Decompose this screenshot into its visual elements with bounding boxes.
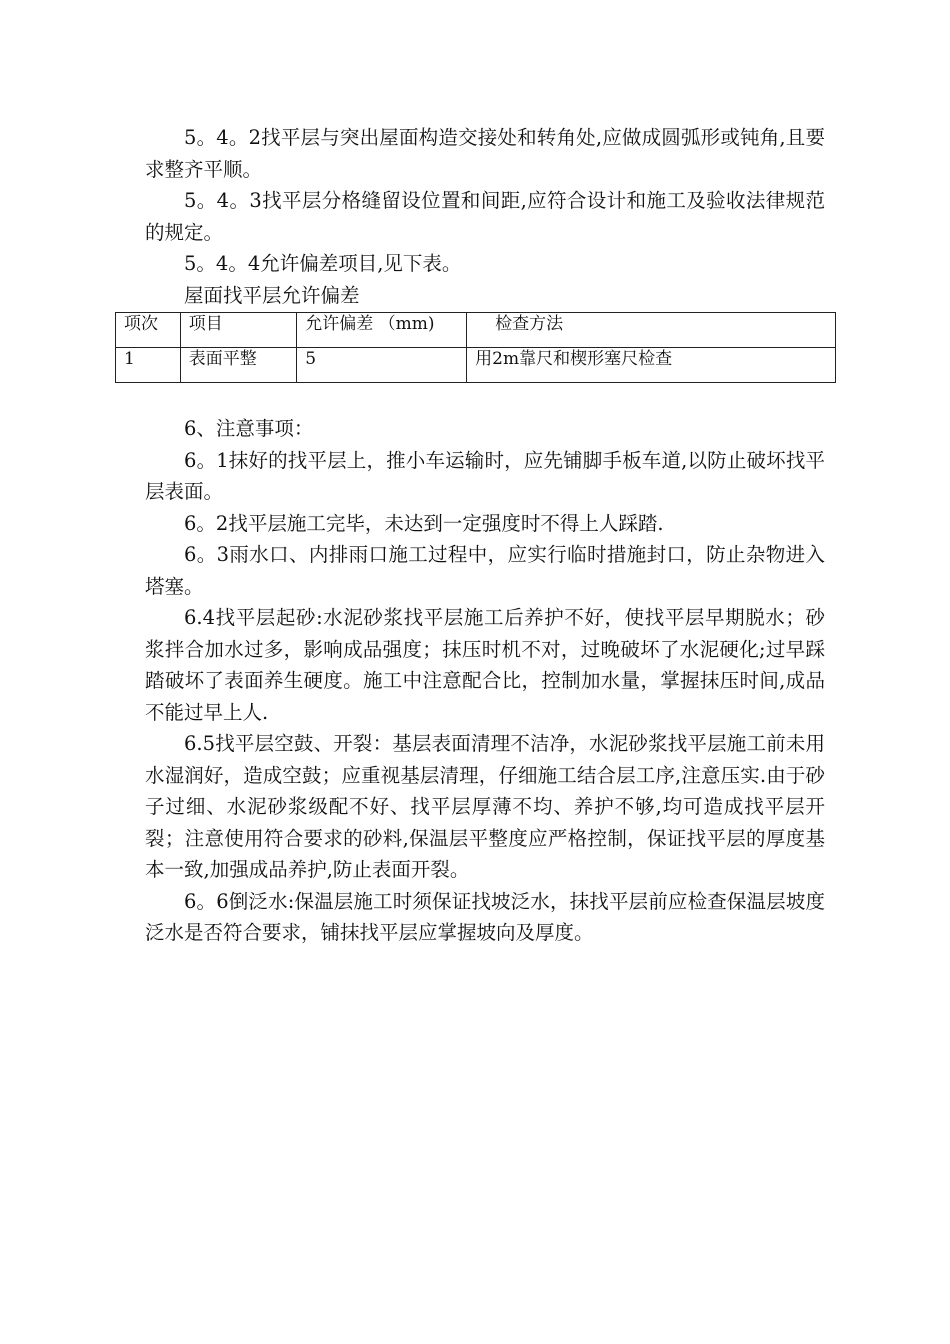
note-6-6: 6。6倒泛水:保温层施工时须保证找坡泛水，抹找平层前应检查保温层坡度泛水是否符合要求，铺抹找平层应掌握坡向及厚度。	[145, 889, 825, 944]
table-header-cell: 项次	[116, 313, 181, 348]
paragraph-5-4-4: 5。4。4允许偏差项目,见下表。	[184, 252, 462, 275]
deviation-table	[115, 312, 836, 383]
table-cell: 用2m靠尺和楔形塞尺检查	[467, 348, 836, 383]
table-header-row	[116, 313, 836, 348]
paragraph-5-4-3: 5。4。3找平层分格缝留设位置和间距,应符合设计和施工及验收法律规范的规定。	[145, 189, 825, 244]
paragraph-5-4-2: 5。4。2找平层与突出屋面构造交接处和转角处,应做成圆弧形或钝角,且要求整齐平顺。	[145, 126, 825, 181]
table-header-cell: 检查方法	[467, 313, 836, 348]
section-6-block	[145, 413, 825, 949]
note-6-1: 6。1抹好的找平层上，推小车运输时，应先铺脚手板车道,以防止破坏找平层表面。	[145, 448, 825, 503]
table-header-cell: 允许偏差 （mm)	[297, 313, 467, 348]
note-6-2: 6。2找平层施工完毕，未达到一定强度时不得上人踩踏.	[184, 511, 664, 535]
section-5-block	[145, 122, 825, 311]
table-row	[116, 348, 836, 383]
note-6-4: 6.4找平层起砂:水泥砂浆找平层施工后养护不好，使找平层早期脱水；砂浆拌合加水过多，影响成品强度；抹压时机不对，过晚破坏了水泥硬化;过早踩踏破坏了表面养生硬度。施工中注意配合比，控制加水量，掌握抹压时间,成品不能过早上人.	[145, 606, 825, 724]
note-6-3: 6。3雨水口、内排雨口施工过程中，应实行临时措施封口，防止杂物进入塔塞。	[145, 543, 825, 598]
table-cell: 5	[297, 348, 467, 383]
section-6-heading: 6、注意事项：	[184, 417, 314, 440]
table-title: 屋面找平层允许偏差	[184, 283, 360, 307]
table-header-cell: 项目	[180, 313, 297, 348]
table-cell: 表面平整	[180, 348, 297, 383]
table-cell: 1	[116, 348, 181, 383]
note-6-5: 6.5找平层空鼓、开裂：基层表面清理不洁净，水泥砂浆找平层施工前未用水湿润好，造成空鼓；应重视基层清理，仔细施工结合层工序,注意压实.由于砂子过细、水泥砂浆级配不好、找平层厚薄不均、养护不够,均可造成找平层开裂；注意使用符合要求的砂料,保温层平整度应严格控制，保证找平层的厚度基本一致,加强成品养护,防止表面开裂。	[145, 732, 825, 881]
